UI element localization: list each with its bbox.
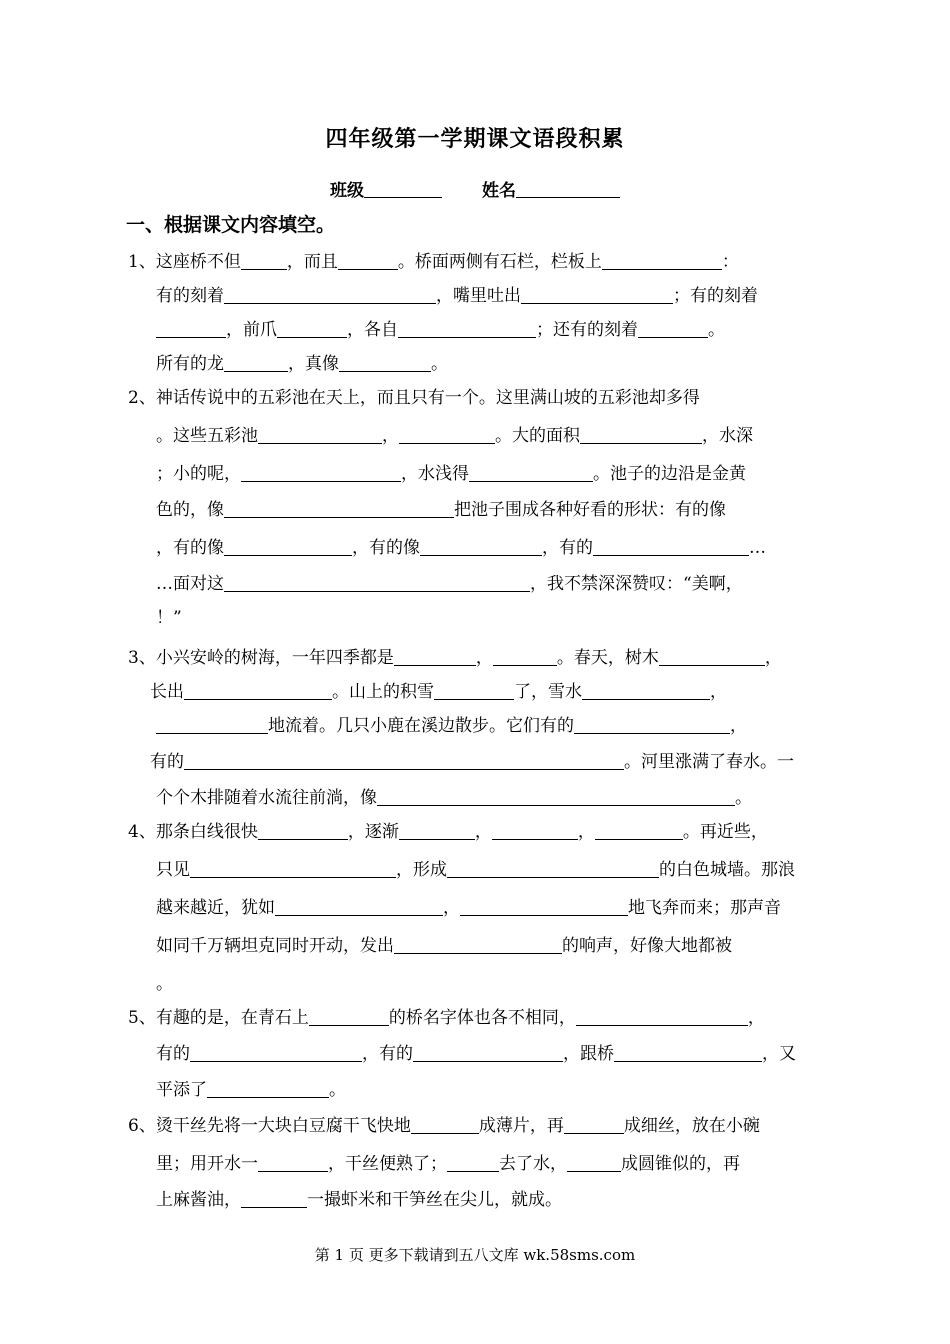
text-segment: 去了水， [499,1154,567,1174]
text-segment: 有的刻着 [156,286,224,306]
text-segment: 。 [708,320,725,340]
text-segment: ，我不禁深深赞叹：“美啊， [530,574,743,594]
fill-blank[interactable] [338,251,398,270]
fill-blank[interactable] [394,935,562,954]
text-segment: 。大的面积 [495,426,580,446]
text-segment: 。再近些， [682,822,768,842]
name-blank[interactable] [516,179,620,198]
fill-blank[interactable] [184,751,624,770]
fill-blank[interactable] [377,787,735,806]
text-line [128,646,782,670]
text-segment: ，真像 [288,354,339,374]
text-segment: ，水浅得 [401,464,469,484]
class-label: 班级 [330,181,364,201]
text-line [156,318,725,342]
fill-blank[interactable] [275,897,443,916]
text-segment: 。河里涨满了春水。一 [624,752,794,772]
text-line [150,680,727,704]
text-line [150,750,794,774]
text-segment: ！” [156,608,182,628]
fill-blank[interactable] [277,319,347,338]
text-segment: 地流着。几只小鹿在溪边散步。它们有的 [268,716,574,736]
section-heading: 一、根据课文内容填空。 [126,214,336,236]
text-segment: 只见 [156,860,190,880]
fill-blank[interactable] [593,537,749,556]
text-segment: 成薄片，再 [478,1116,564,1136]
page-footer: 第 1 页 更多下载请到五八文库 wk.58sms.com [314,1246,636,1264]
text-segment: 成细丝，放在小碗 [623,1116,760,1136]
fill-blank[interactable] [394,647,476,666]
fill-blank[interactable] [582,681,710,700]
text-line [156,858,795,882]
fill-blank[interactable] [574,715,730,734]
text-line [156,1078,346,1102]
fill-blank[interactable] [224,353,288,372]
fill-blank[interactable] [190,859,396,878]
text-line [156,284,758,308]
text-segment: 1、这座桥不但 [128,252,241,272]
text-line [156,1188,562,1212]
text-segment: 有的 [156,1044,190,1064]
fill-blank[interactable] [258,1153,328,1172]
text-segment: ，跟桥 [563,1044,614,1064]
text-segment: ，有的像 [352,538,420,558]
fill-blank[interactable] [434,681,514,700]
text-line [128,386,700,410]
fill-blank[interactable] [224,499,454,518]
text-segment: ，而且 [286,252,338,272]
text-segment: ，嘴里吐出 [436,286,521,306]
text-segment: 。 [156,974,173,994]
text-segment: ， [443,898,460,918]
text-segment: … [749,538,766,558]
text-segment: 2、神话传说中的五彩池在天上，而且只有一个。这里满山坡的五彩池却多得 [128,388,700,408]
text-segment: 地飞奔而来；那声音 [628,898,781,918]
text-segment: 。这些五彩池 [156,426,258,446]
text-segment: ，有的 [542,538,593,558]
text-segment: ，逐渐 [347,822,399,842]
text-segment: ， [764,648,782,668]
text-line [156,1042,796,1066]
text-segment: 色的，像 [156,500,224,520]
fill-blank[interactable] [207,1079,329,1098]
text-segment: ，又 [762,1044,796,1064]
text-line [156,714,747,738]
fill-blank[interactable] [564,1115,624,1134]
text-segment: ， [475,648,493,668]
text-segment: ，水深 [702,426,753,446]
text-segment: 里；用开水一 [156,1154,258,1174]
text-segment: ， [747,1008,765,1028]
fill-blank[interactable] [595,821,683,840]
fill-blank[interactable] [258,425,382,444]
text-line [156,424,753,448]
text-line [156,536,766,560]
fill-blank[interactable] [156,715,268,734]
text-segment: 。桥面两侧有石栏，栏板上 [397,252,602,272]
student-info-row [0,176,950,201]
fill-blank[interactable] [580,425,702,444]
name-label: 姓名 [482,181,516,201]
fill-blank[interactable] [224,573,530,592]
fill-blank[interactable] [521,285,673,304]
text-segment: 5、有趣的是，在青石上 [128,1008,309,1028]
text-segment: 的桥名字体也各不相同， [388,1008,576,1028]
text-segment: ， [382,426,399,446]
fill-blank[interactable] [190,1043,362,1062]
fill-blank[interactable] [399,425,495,444]
text-segment: 平添了 [156,1080,207,1100]
text-segment: 有的 [150,752,184,772]
text-segment: ，干丝便熟了； [328,1154,447,1174]
text-segment: 把池子围成各种好看的形状：有的像 [454,500,726,520]
class-blank[interactable] [364,179,442,198]
text-line [156,934,732,958]
text-segment: 上麻酱油， [156,1190,241,1210]
fill-blank[interactable] [156,319,226,338]
text-line [156,786,752,810]
text-segment: 长出 [150,682,184,702]
fill-blank[interactable] [241,463,401,482]
text-line [128,1006,765,1030]
text-segment: 个个木排随着水流往前淌，像 [156,788,377,808]
text-segment: ，形成 [396,860,447,880]
text-segment: 。山上的积雪 [332,682,434,702]
text-segment: ， [577,822,595,842]
fill-blank[interactable] [576,1007,748,1026]
text-segment: ；小的呢， [156,464,241,484]
text-line [156,606,182,630]
text-segment: 的白色城墙。那浪 [659,860,795,880]
fill-blank[interactable] [460,897,628,916]
fill-blank[interactable] [241,1189,307,1208]
text-line [128,1114,760,1138]
fill-blank[interactable] [602,251,722,270]
text-segment: ；有的刻着 [673,286,758,306]
fill-blank[interactable] [184,681,332,700]
text-line [156,498,726,522]
fill-blank[interactable] [224,285,436,304]
text-segment: 所有的龙 [156,354,224,374]
text-segment: 一撮虾米和干笋丝在尖儿，就成。 [307,1190,562,1210]
fill-blank[interactable] [638,319,708,338]
fill-blank[interactable] [413,1043,563,1062]
text-segment: …面对这 [156,574,224,594]
text-segment: 。春天，树木 [556,648,659,668]
text-line [156,1152,740,1176]
fill-blank[interactable] [614,1043,762,1062]
fill-blank[interactable] [258,821,348,840]
text-segment: ；还有的刻着 [536,320,638,340]
text-line [128,820,768,844]
text-line [156,896,781,920]
fill-blank[interactable] [659,647,765,666]
text-segment: 如同千万辆坦克同时开动，发出 [156,936,394,956]
text-segment: ， [730,716,747,736]
fill-blank[interactable] [420,537,542,556]
text-segment: 4、那条白线很快 [128,822,258,842]
fill-blank[interactable] [469,463,593,482]
text-segment: ， [474,822,492,842]
text-segment: ， [710,682,727,702]
fill-blank[interactable] [447,1153,499,1172]
text-segment: ，有的像 [156,538,224,558]
page-title: 四年级第一学期课文语段积累 [325,127,625,152]
fill-blank[interactable] [492,821,578,840]
text-line [156,462,746,486]
text-segment: 。 [735,788,752,808]
text-segment: 成圆锥似的，再 [621,1154,740,1174]
text-line [128,250,739,274]
text-line [156,572,743,596]
fill-blank[interactable] [309,1007,389,1026]
text-segment: ，前爪 [226,320,277,340]
text-segment: 越来越近，犹如 [156,898,275,918]
text-segment: 。 [329,1080,346,1100]
text-segment: ，有的 [362,1044,413,1064]
text-segment: ，各自 [347,320,398,340]
text-segment: 。池子的边沿是金黄 [593,464,746,484]
text-segment: 了，雪水 [514,682,582,702]
text-line [156,972,173,996]
fill-blank[interactable] [399,821,475,840]
fill-blank[interactable] [398,319,536,338]
fill-blank[interactable] [411,1115,479,1134]
fill-blank[interactable] [339,353,431,372]
fill-blank[interactable] [567,1153,621,1172]
text-segment: 。 [431,354,448,374]
text-segment: ： [721,252,739,272]
fill-blank[interactable] [447,859,659,878]
fill-blank[interactable] [241,251,287,270]
text-segment: 6、烫干丝先将一大块白豆腐干飞快地 [128,1116,411,1136]
fill-blank[interactable] [493,647,557,666]
text-segment: 3、小兴安岭的树海，一年四季都是 [128,648,394,668]
fill-blank[interactable] [224,537,352,556]
text-line [156,352,448,376]
text-segment: 的响声，好像大地都被 [562,936,732,956]
